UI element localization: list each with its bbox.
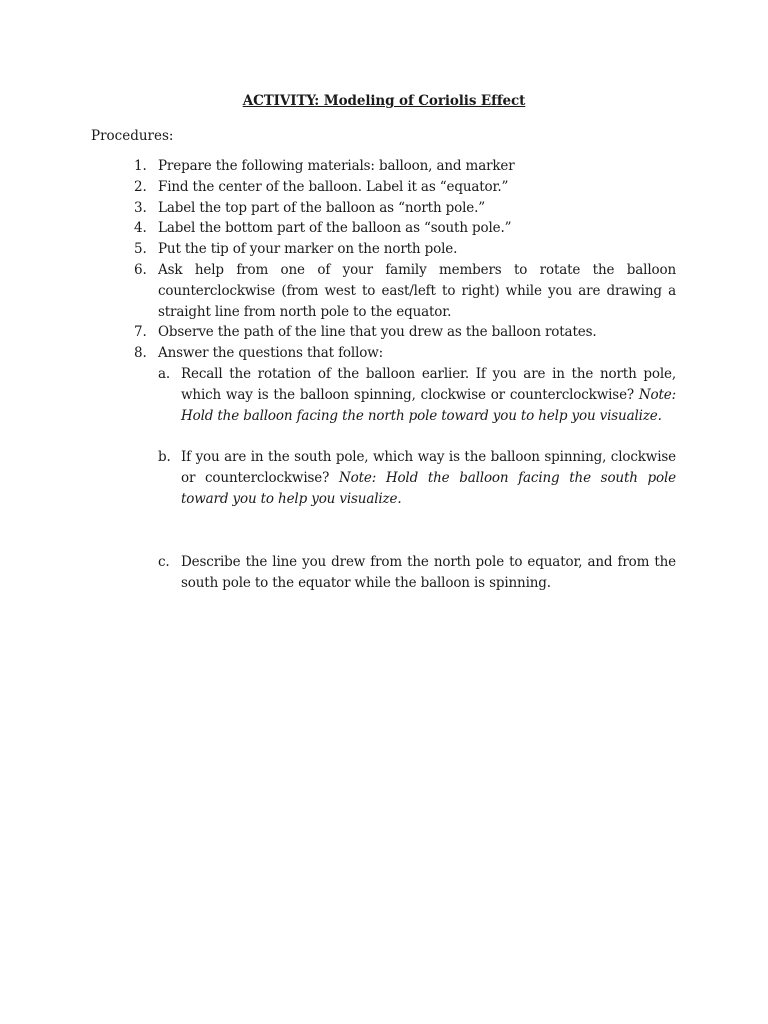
question-text: Describe the line you drew from the north pole to equator, and from the south pole to the equator while the balloon is spinning.: [181, 553, 676, 591]
step-number: 5.: [134, 241, 147, 258]
procedure-step: [0, 239, 676, 260]
page-title: ACTIVITY: Modeling of Coriolis Effect: [242, 93, 526, 109]
step-number: 3.: [134, 199, 147, 216]
procedure-step: [0, 322, 676, 343]
question-text: Recall the rotation of the balloon earlier. If you are in the north pole, which way is the balloon spinning, clockwise or counterclockwise?: [181, 365, 676, 403]
step-text: Label the top part of the balloon as “north pole.”: [158, 199, 486, 216]
step-text: Prepare the following materials: balloon, and marker: [158, 158, 515, 174]
step-number: 2.: [134, 178, 147, 195]
procedure-list: [0, 156, 768, 593]
answer-space: [0, 510, 768, 552]
question-note: Note: Hold the balloon facing the south pole toward you to help you visualize.: [181, 470, 676, 507]
step-number: 7.: [134, 324, 147, 341]
answer-space: [0, 426, 768, 447]
question-letter: a.: [158, 365, 171, 382]
question-item: [0, 447, 676, 509]
step-number: 4.: [134, 220, 147, 237]
question-note: Note: Hold the balloon facing the north pole toward you to help you visualize.: [181, 386, 676, 424]
question-item: [0, 552, 676, 594]
procedure-step: [0, 156, 676, 177]
step-text: Answer the questions that follow:: [158, 345, 384, 362]
question-letter: b.: [158, 449, 171, 466]
step-text: Put the tip of your marker on the north pole.: [158, 241, 458, 258]
question-text: If you are in the south pole, which way is the balloon spinning, clockwise or counterclockwise?: [181, 449, 676, 487]
step-text: Ask help from one of your family members to rotate the balloon counterclockwise (from west to east/left to right) while you are drawing a straight line from north pole to the equator.: [158, 261, 676, 320]
procedure-step: [0, 177, 676, 198]
question-letter: c.: [158, 553, 170, 570]
question-item: [0, 364, 676, 426]
procedure-step: [0, 198, 676, 219]
step-number: 6.: [134, 261, 147, 278]
procedure-step: [0, 218, 676, 239]
step-number: 8.: [134, 345, 147, 362]
procedure-step: [0, 343, 676, 364]
step-text: Label the bottom part of the balloon as “south pole.”: [158, 220, 512, 237]
step-number: 1.: [134, 158, 147, 174]
procedure-step: [0, 260, 676, 322]
step-text: Find the center of the balloon. Label it as “equator.”: [158, 178, 509, 195]
step-text: Observe the path of the line that you drew as the balloon rotates.: [158, 324, 597, 341]
procedures-heading: Procedures:: [91, 128, 174, 144]
